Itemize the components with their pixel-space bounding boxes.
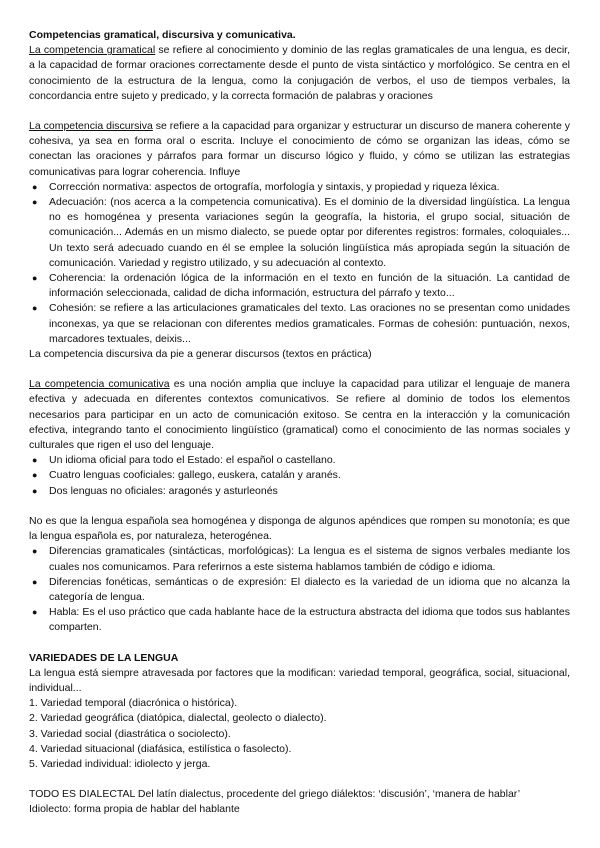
list-item: ● Cuatro lenguas cooficiales: gallego, euskera, catalán y aranés.	[29, 468, 570, 483]
list-item: 4. Variedad situacional (diafásica, estilística o fasolecto).	[29, 742, 292, 755]
comunicativa-bullet-list	[29, 453, 570, 499]
document-page	[29, 28, 570, 818]
list-item: ● Habla: Es el uso práctico que cada hablante hace de la estructura abstracta del idioma que todos sus hablantes comparten.	[29, 605, 570, 635]
text-discursiva: se refiere a la capacidad para organizar y estructurar un discurso de manera coherente y cohesiva, ya sea en forma oral o escrita. Incluye el conocimiento de cómo se organizan las ideas, cómo se conectan las oraciones y párrafos para formar un discurso lógico y fluido, y cómo se utilizan las estrategias comunicativas para lograr coherencia. Influye	[29, 120, 570, 178]
section-title-variedades: VARIEDADES DE LA LENGUA	[29, 651, 179, 664]
list-item: 5. Variedad individual: idiolecto y jerga.	[29, 757, 211, 770]
list-item: 3. Variedad social (diastrática o sociolecto).	[29, 727, 231, 740]
paragraph-discursiva	[29, 119, 570, 180]
term-comunicativa: La competencia comunicativa	[29, 378, 170, 391]
paragraph-comunicativa	[29, 377, 570, 453]
list-item: ● Adecuación: (nos acerca a la competencia comunicativa). Es el dominio de la diversidad lingüística. La lengua no es homogénea y presenta variaciones según la geografía, la historia, el grupo social, situación de comunicación... Además en un mismo dialecto, se puede optar por diferentes registros: formales, coloquiales... Un texto será adecuado cuando en él se emplee la solución lingüística más apropiada según la situación de comunicación. Variedad y registro utilizado, y su adecuación al contexto.	[29, 195, 570, 271]
list-item: ● Corrección normativa: aspectos de ortografía, morfología y sintaxis, y propiedad y riqueza léxica.	[29, 180, 570, 195]
paragraph-gramatical	[29, 43, 570, 104]
list-item: ● Cohesión: se refiere a las articulaciones gramaticales del texto. Las oraciones no se presentan como unidades inconexas, ya que se relacionan con diferentes medios gramaticales. Formas de cohesión: puntuación, nexos, marcadores textuales, deixis...	[29, 301, 570, 347]
list-item: 2. Variedad geográfica (diatópica, dialectal, geolecto o dialecto).	[29, 712, 327, 725]
heterogenea-bullet-list	[29, 544, 570, 635]
list-item: ● Un idioma oficial para todo el Estado: el español o castellano.	[29, 453, 570, 468]
list-item: ● Dos lenguas no oficiales: aragonés y asturleonés	[29, 484, 570, 499]
section-title-competencias: Competencias gramatical, discursiva y comunicativa.	[29, 29, 296, 41]
list-item: ● Diferencias gramaticales (sintácticas, morfológicas): La lengua es el sistema de signos verbales mediante los cuales nos comunicamos. Para referirnos a este sistema hablamos también de código e idioma.	[29, 544, 570, 574]
paragraph-dialectal: TODO ES DIALECTAL Del latín dialectus, procedente del griego diálektos: ‘discusión’, ‘manera de hablar’	[29, 788, 521, 801]
paragraph-heterogenea: No es que la lengua española sea homogénea y disponga de algunos apéndices que rompen su monotonía; es que la lengua española es, por naturaleza, heterogénea.	[29, 514, 570, 543]
term-gramatical: La competencia gramatical	[29, 44, 156, 57]
term-discursiva: La competencia discursiva	[29, 120, 153, 133]
list-item: 1. Variedad temporal (diacrónica o histórica).	[29, 697, 238, 710]
paragraph-variedades-intro: La lengua está siempre atravesada por factores que la modifican: variedad temporal, geográfica, social, situacional, individual...	[29, 666, 570, 694]
list-item: ● Diferencias fonéticas, semánticas o de expresión: El dialecto es la variedad de un idioma que no alcanza la categoría de lengua.	[29, 575, 570, 605]
paragraph-idiolecto: Idiolecto: forma propia de hablar del hablante	[29, 803, 240, 816]
discursiva-bullet-list	[29, 180, 570, 347]
variedades-numbered-list	[29, 696, 570, 772]
list-item: ● Coherencia: la ordenación lógica de la información en el texto en función de la situación. La cantidad de información seleccionada, calidad de dicha información, estructura del párrafo y texto...	[29, 271, 570, 301]
paragraph-discursiva-footer: La competencia discursiva da pie a generar discursos (textos en práctica)	[29, 348, 372, 361]
text-comunicativa: es una noción amplia que incluye la capacidad para utilizar el lenguaje de manera efectiva y adecuada en diferentes contextos comunicativos. Se refiere al dominio de todos los elementos necesarios para participar en un acto de comunicación exitoso. Se centra en la interacción y la comunicación efectiva, integrando tanto el conocimiento lingüístico (gramatical) como el conocimiento de las normas sociales y culturales que rigen el uso del lenguaje.	[29, 378, 570, 452]
text-gramatical: se refiere al conocimiento y dominio de las reglas gramaticales de una lengua, es decir, a la capacidad de formar oraciones correctamente desde el punto de vista sintáctico y morfológico. Se centra en el conocimiento de la estructura de la lengua, como la conjugación de verbos, el uso de tiempos verbales, la concordancia entre sujeto y predicado, y la correcta formación de palabras y oraciones	[29, 44, 570, 102]
